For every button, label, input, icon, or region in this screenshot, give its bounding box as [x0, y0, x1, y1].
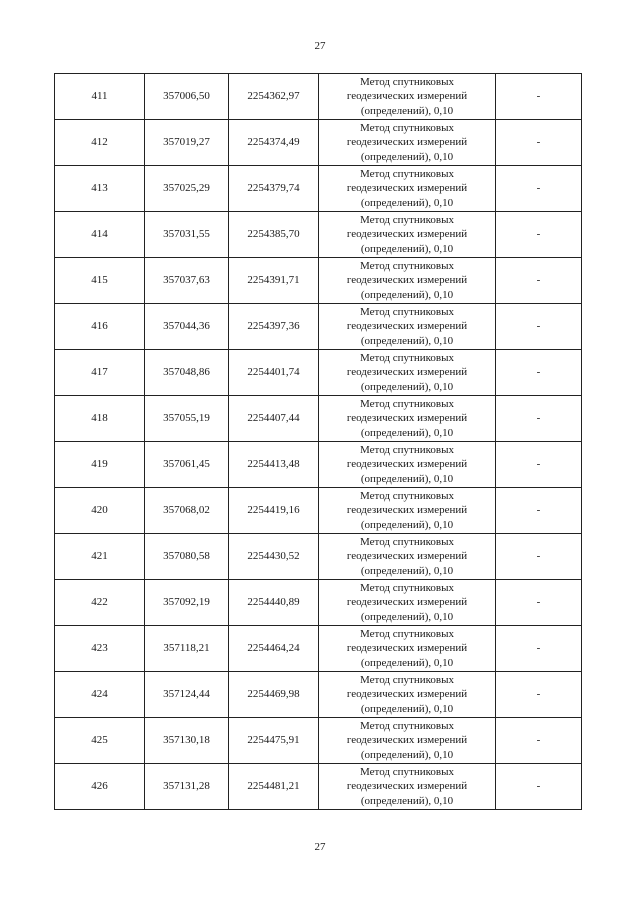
method-line-1: Метод спутниковых	[360, 443, 454, 456]
coordinates-table	[54, 73, 582, 810]
method-line-2: геодезических измерений	[346, 90, 468, 103]
method-line-1: Метод спутниковых	[360, 489, 454, 502]
method-line-2: геодезических измерений	[346, 504, 468, 517]
note-cell: -	[496, 442, 582, 488]
x-coordinate-cell: 357124,44	[145, 672, 229, 718]
point-number-cell: 419	[55, 442, 145, 488]
method-line-2: геодезических измерений	[346, 136, 468, 149]
table-row	[55, 534, 582, 580]
method-cell	[319, 258, 496, 304]
y-coordinate-cell: 2254419,16	[229, 488, 319, 534]
x-coordinate-cell: 357055,19	[145, 396, 229, 442]
y-coordinate-cell: 2254469,98	[229, 672, 319, 718]
method-line-1: Метод спутниковых	[360, 765, 454, 778]
table-row	[55, 350, 582, 396]
y-coordinate-cell: 2254407,44	[229, 396, 319, 442]
x-coordinate-cell: 357131,28	[145, 764, 229, 810]
method-line-3: (определений), 0,10	[360, 242, 454, 255]
y-coordinate-cell: 2254391,71	[229, 258, 319, 304]
method-line-2: геодезических измерений	[346, 734, 468, 747]
x-coordinate-cell: 357037,63	[145, 258, 229, 304]
method-line-3: (определений), 0,10	[360, 748, 454, 761]
method-line-3: (определений), 0,10	[360, 656, 454, 669]
method-cell	[319, 442, 496, 488]
method-line-2: геодезических измерений	[346, 780, 468, 793]
method-cell	[319, 718, 496, 764]
method-cell	[319, 396, 496, 442]
table-row	[55, 166, 582, 212]
method-line-2: геодезических измерений	[346, 458, 468, 471]
method-cell	[319, 212, 496, 258]
note-cell: -	[496, 350, 582, 396]
method-line-3: (определений), 0,10	[360, 794, 454, 807]
x-coordinate-cell: 357118,21	[145, 626, 229, 672]
note-cell: -	[496, 258, 582, 304]
y-coordinate-cell: 2254401,74	[229, 350, 319, 396]
note-cell: -	[496, 580, 582, 626]
table-row	[55, 396, 582, 442]
point-number-cell: 418	[55, 396, 145, 442]
table-row	[55, 580, 582, 626]
note-cell: -	[496, 120, 582, 166]
x-coordinate-cell: 357044,36	[145, 304, 229, 350]
method-line-2: геодезических измерений	[346, 274, 468, 287]
method-line-3: (определений), 0,10	[360, 702, 454, 715]
method-line-3: (определений), 0,10	[360, 426, 454, 439]
method-line-3: (определений), 0,10	[360, 380, 454, 393]
y-coordinate-cell: 2254464,24	[229, 626, 319, 672]
method-line-1: Метод спутниковых	[360, 719, 454, 732]
method-cell	[319, 166, 496, 212]
x-coordinate-cell: 357006,50	[145, 74, 229, 120]
table-row	[55, 120, 582, 166]
table-row	[55, 764, 582, 810]
method-line-1: Метод спутниковых	[360, 673, 454, 686]
method-line-1: Метод спутниковых	[360, 351, 454, 364]
y-coordinate-cell: 2254413,48	[229, 442, 319, 488]
method-line-3: (определений), 0,10	[360, 610, 454, 623]
method-cell	[319, 580, 496, 626]
table-row	[55, 626, 582, 672]
method-cell	[319, 534, 496, 580]
method-line-1: Метод спутниковых	[360, 581, 454, 594]
method-line-3: (определений), 0,10	[360, 288, 454, 301]
page-number-top: 27	[314, 40, 326, 52]
method-line-3: (определений), 0,10	[360, 150, 454, 163]
note-cell: -	[496, 764, 582, 810]
point-number-cell: 416	[55, 304, 145, 350]
method-line-2: геодезических измерений	[346, 688, 468, 701]
note-cell: -	[496, 166, 582, 212]
method-line-3: (определений), 0,10	[360, 196, 454, 209]
y-coordinate-cell: 2254481,21	[229, 764, 319, 810]
method-line-1: Метод спутниковых	[360, 121, 454, 134]
x-coordinate-cell: 357031,55	[145, 212, 229, 258]
method-cell	[319, 626, 496, 672]
method-line-2: геодезических измерений	[346, 412, 468, 425]
method-line-1: Метод спутниковых	[360, 397, 454, 410]
x-coordinate-cell: 357025,29	[145, 166, 229, 212]
point-number-cell: 421	[55, 534, 145, 580]
x-coordinate-cell: 357048,86	[145, 350, 229, 396]
table-row	[55, 304, 582, 350]
y-coordinate-cell: 2254379,74	[229, 166, 319, 212]
method-line-3: (определений), 0,10	[360, 104, 454, 117]
x-coordinate-cell: 357130,18	[145, 718, 229, 764]
note-cell: -	[496, 212, 582, 258]
method-line-1: Метод спутниковых	[360, 213, 454, 226]
point-number-cell: 412	[55, 120, 145, 166]
note-cell: -	[496, 74, 582, 120]
method-line-3: (определений), 0,10	[360, 518, 454, 531]
method-line-2: геодезических измерений	[346, 642, 468, 655]
method-cell	[319, 74, 496, 120]
point-number-cell: 426	[55, 764, 145, 810]
method-line-2: геодезических измерений	[346, 228, 468, 241]
point-number-cell: 417	[55, 350, 145, 396]
method-line-1: Метод спутниковых	[360, 305, 454, 318]
note-cell: -	[496, 626, 582, 672]
note-cell: -	[496, 488, 582, 534]
y-coordinate-cell: 2254362,97	[229, 74, 319, 120]
note-cell: -	[496, 534, 582, 580]
method-line-3: (определений), 0,10	[360, 564, 454, 577]
method-line-2: геодезических измерений	[346, 550, 468, 563]
point-number-cell: 415	[55, 258, 145, 304]
table-row	[55, 488, 582, 534]
page-number-bottom: 27	[314, 841, 326, 853]
point-number-cell: 425	[55, 718, 145, 764]
table-row	[55, 258, 582, 304]
coordinates-table-body	[55, 74, 582, 810]
y-coordinate-cell: 2254385,70	[229, 212, 319, 258]
table-row	[55, 74, 582, 120]
method-cell	[319, 304, 496, 350]
x-coordinate-cell: 357019,27	[145, 120, 229, 166]
method-line-2: геодезических измерений	[346, 596, 468, 609]
method-line-1: Метод спутниковых	[360, 167, 454, 180]
y-coordinate-cell: 2254397,36	[229, 304, 319, 350]
point-number-cell: 423	[55, 626, 145, 672]
method-line-2: геодезических измерений	[346, 366, 468, 379]
point-number-cell: 420	[55, 488, 145, 534]
method-line-1: Метод спутниковых	[360, 259, 454, 272]
x-coordinate-cell: 357080,58	[145, 534, 229, 580]
table-row	[55, 442, 582, 488]
point-number-cell: 411	[55, 74, 145, 120]
table-row	[55, 672, 582, 718]
note-cell: -	[496, 396, 582, 442]
method-line-1: Метод спутниковых	[360, 535, 454, 548]
method-line-1: Метод спутниковых	[360, 75, 454, 88]
method-cell	[319, 672, 496, 718]
point-number-cell: 414	[55, 212, 145, 258]
method-cell	[319, 764, 496, 810]
point-number-cell: 424	[55, 672, 145, 718]
note-cell: -	[496, 304, 582, 350]
point-number-cell: 422	[55, 580, 145, 626]
y-coordinate-cell: 2254374,49	[229, 120, 319, 166]
y-coordinate-cell: 2254440,89	[229, 580, 319, 626]
method-line-3: (определений), 0,10	[360, 472, 454, 485]
note-cell: -	[496, 718, 582, 764]
x-coordinate-cell: 357061,45	[145, 442, 229, 488]
note-cell: -	[496, 672, 582, 718]
table-row	[55, 718, 582, 764]
method-line-2: геодезических измерений	[346, 320, 468, 333]
point-number-cell: 413	[55, 166, 145, 212]
method-cell	[319, 488, 496, 534]
x-coordinate-cell: 357092,19	[145, 580, 229, 626]
x-coordinate-cell: 357068,02	[145, 488, 229, 534]
method-cell	[319, 350, 496, 396]
method-line-3: (определений), 0,10	[360, 334, 454, 347]
table-row	[55, 212, 582, 258]
method-line-2: геодезических измерений	[346, 182, 468, 195]
method-cell	[319, 120, 496, 166]
y-coordinate-cell: 2254475,91	[229, 718, 319, 764]
method-line-1: Метод спутниковых	[360, 627, 454, 640]
y-coordinate-cell: 2254430,52	[229, 534, 319, 580]
